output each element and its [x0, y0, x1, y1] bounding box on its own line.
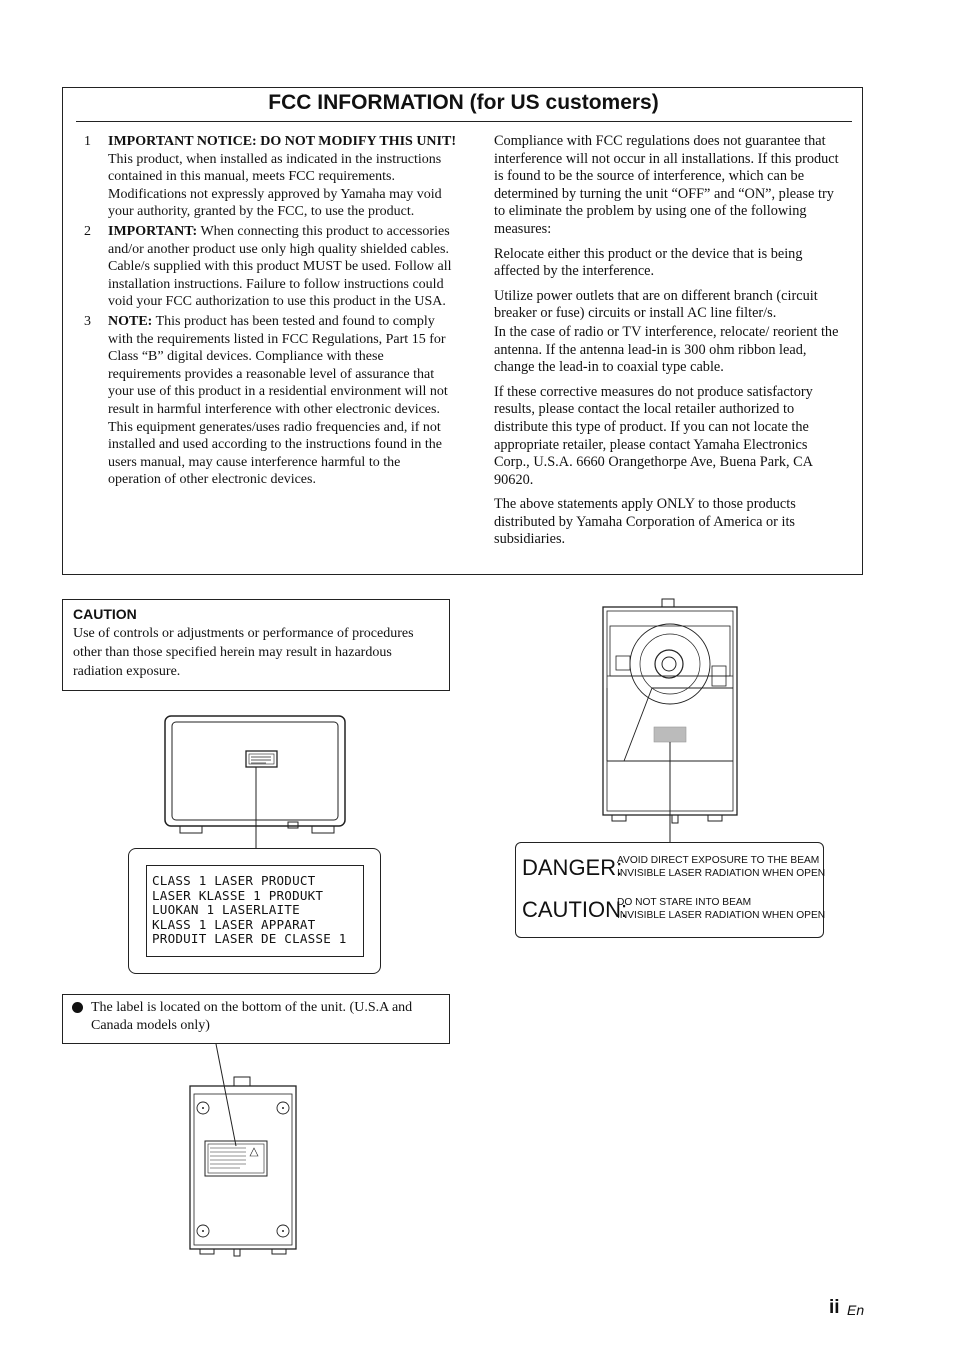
caution-heading: CAUTION: [73, 606, 137, 622]
danger-text: [617, 855, 825, 880]
fcc-item-text: When connecting this product to accessories and/or another product use only high quality shielded cables. Cable/s supplied with this product MUST be used. Follow all installation instructions. Failure to follow instructions could void your FCC authorization to use this product in the USA.: [108, 223, 452, 310]
fcc-title-rule: [76, 121, 852, 122]
fcc-item-2: [84, 223, 456, 311]
page-language: En: [847, 1302, 865, 1318]
fcc-paragraph: In the case of radio or TV interference, relocate/ reorient the antenna. If the antenna lead-in is 300 ohm ribbon lead, change the lead-in to coaxial type cable.: [494, 323, 839, 376]
fcc-paragraph: Relocate either this product or the device that is being affected by the interference.: [494, 245, 803, 280]
fcc-item-text: This product has been tested and found to comply with the requirements listed in FCC Regulations, Part 15 for Class “B” digital devices. Compliance with these requirements provides a reasonable level of assurance that your use of this product in a residential environment will not result in harmful interference with other electronic devices.: [108, 313, 448, 417]
laser-label-text: [152, 874, 362, 947]
unit-bottom-illustration: [180, 1040, 305, 1260]
label-location-note: The label is located on the bottom of the unit. (U.S.A and Canada models only): [91, 1000, 413, 1033]
page-number: ii: [829, 1297, 840, 1318]
fcc-item-number: 1: [84, 134, 91, 149]
caution-line: DO NOT STARE INTO BEAM: [617, 897, 752, 908]
fcc-item-text-2: This equipment generates/uses radio frequencies and, if not installed and used according to the instructions found in the users manual, may cause interference harmful to the operation of other electronic devices.: [108, 419, 442, 488]
danger-heading: DANGER:: [522, 855, 623, 880]
fcc-paragraph: If these corrective measures do not produce satisfactory results, please contact the local retailer authorized to distribute this type of product. If you can not locate the appropriate retailer, please contact Yamaha Electronics Corp., U.S.A. 6660 Orangethorpe Ave, Buena Park, CA 90620.: [494, 383, 813, 488]
fcc-right-column: [494, 133, 846, 556]
fcc-paragraph: The above statements apply ONLY to those products distributed by Yamaha Corporation of America or its subsidiaries.: [494, 496, 796, 548]
fcc-numbered-list: [84, 133, 456, 491]
fcc-item-number: 2: [84, 223, 91, 239]
caution-label-heading: CAUTION:: [522, 897, 628, 922]
laser-label-line: PRODUIT LASER DE CLASSE 1: [152, 931, 347, 947]
laser-label-line: LASER KLASSE 1 PRODUKT: [152, 887, 324, 903]
fcc-item-heading: IMPORTANT NOTICE: DO NOT MODIFY THIS UNIT!: [108, 134, 456, 149]
fcc-paragraph: Compliance with FCC regulations does not guarantee that interference will not occur in all installations. If this product is found to be the source of interference, which can be determined by turning the unit “OFF” and “ON”, please try to eliminate the problem by using one of the following measures:: [494, 133, 839, 237]
fcc-item-heading: IMPORTANT:: [108, 223, 198, 239]
laser-label-line: LUOKAN 1 LASERLAITE: [152, 902, 300, 918]
laser-label-line: CLASS 1 LASER PRODUCT: [152, 873, 316, 888]
fcc-item-1: [84, 133, 456, 221]
fcc-item-text: This product, when installed as indicated in the instructions contained in this manual, meets FCC requirements. Modifications not expressly approved by Yamaha may void your authority, granted by the FCC, to use the product.: [108, 151, 442, 220]
caution-text: Use of controls or adjustments or performance of procedures other than those specified herein may result in hazardous radiation exposure.: [73, 626, 414, 679]
danger-line: AVOID DIRECT EXPOSURE TO THE BEAM: [617, 855, 820, 866]
danger-line: INVISIBLE LASER RADIATION WHEN OPEN: [617, 867, 826, 879]
caution-line: INVISIBLE LASER RADIATION WHEN OPEN: [617, 909, 826, 921]
fcc-item-3: [84, 313, 456, 489]
laser-label-line: KLASS 1 LASER APPARAT: [152, 916, 316, 932]
bullet-icon: [72, 1002, 83, 1013]
caution-label-text: [617, 897, 825, 922]
unit-rear-illustration: [160, 712, 360, 852]
fcc-paragraph: Utilize power outlets that are on different branch (circuit breaker or fuse) circuits or install AC line filter/s.: [494, 287, 818, 322]
fcc-title: FCC INFORMATION (for US customers): [268, 91, 659, 114]
unit-top-illustration: [596, 596, 746, 846]
fcc-item-heading: NOTE:: [108, 313, 153, 329]
fcc-item-number: 3: [84, 313, 91, 329]
